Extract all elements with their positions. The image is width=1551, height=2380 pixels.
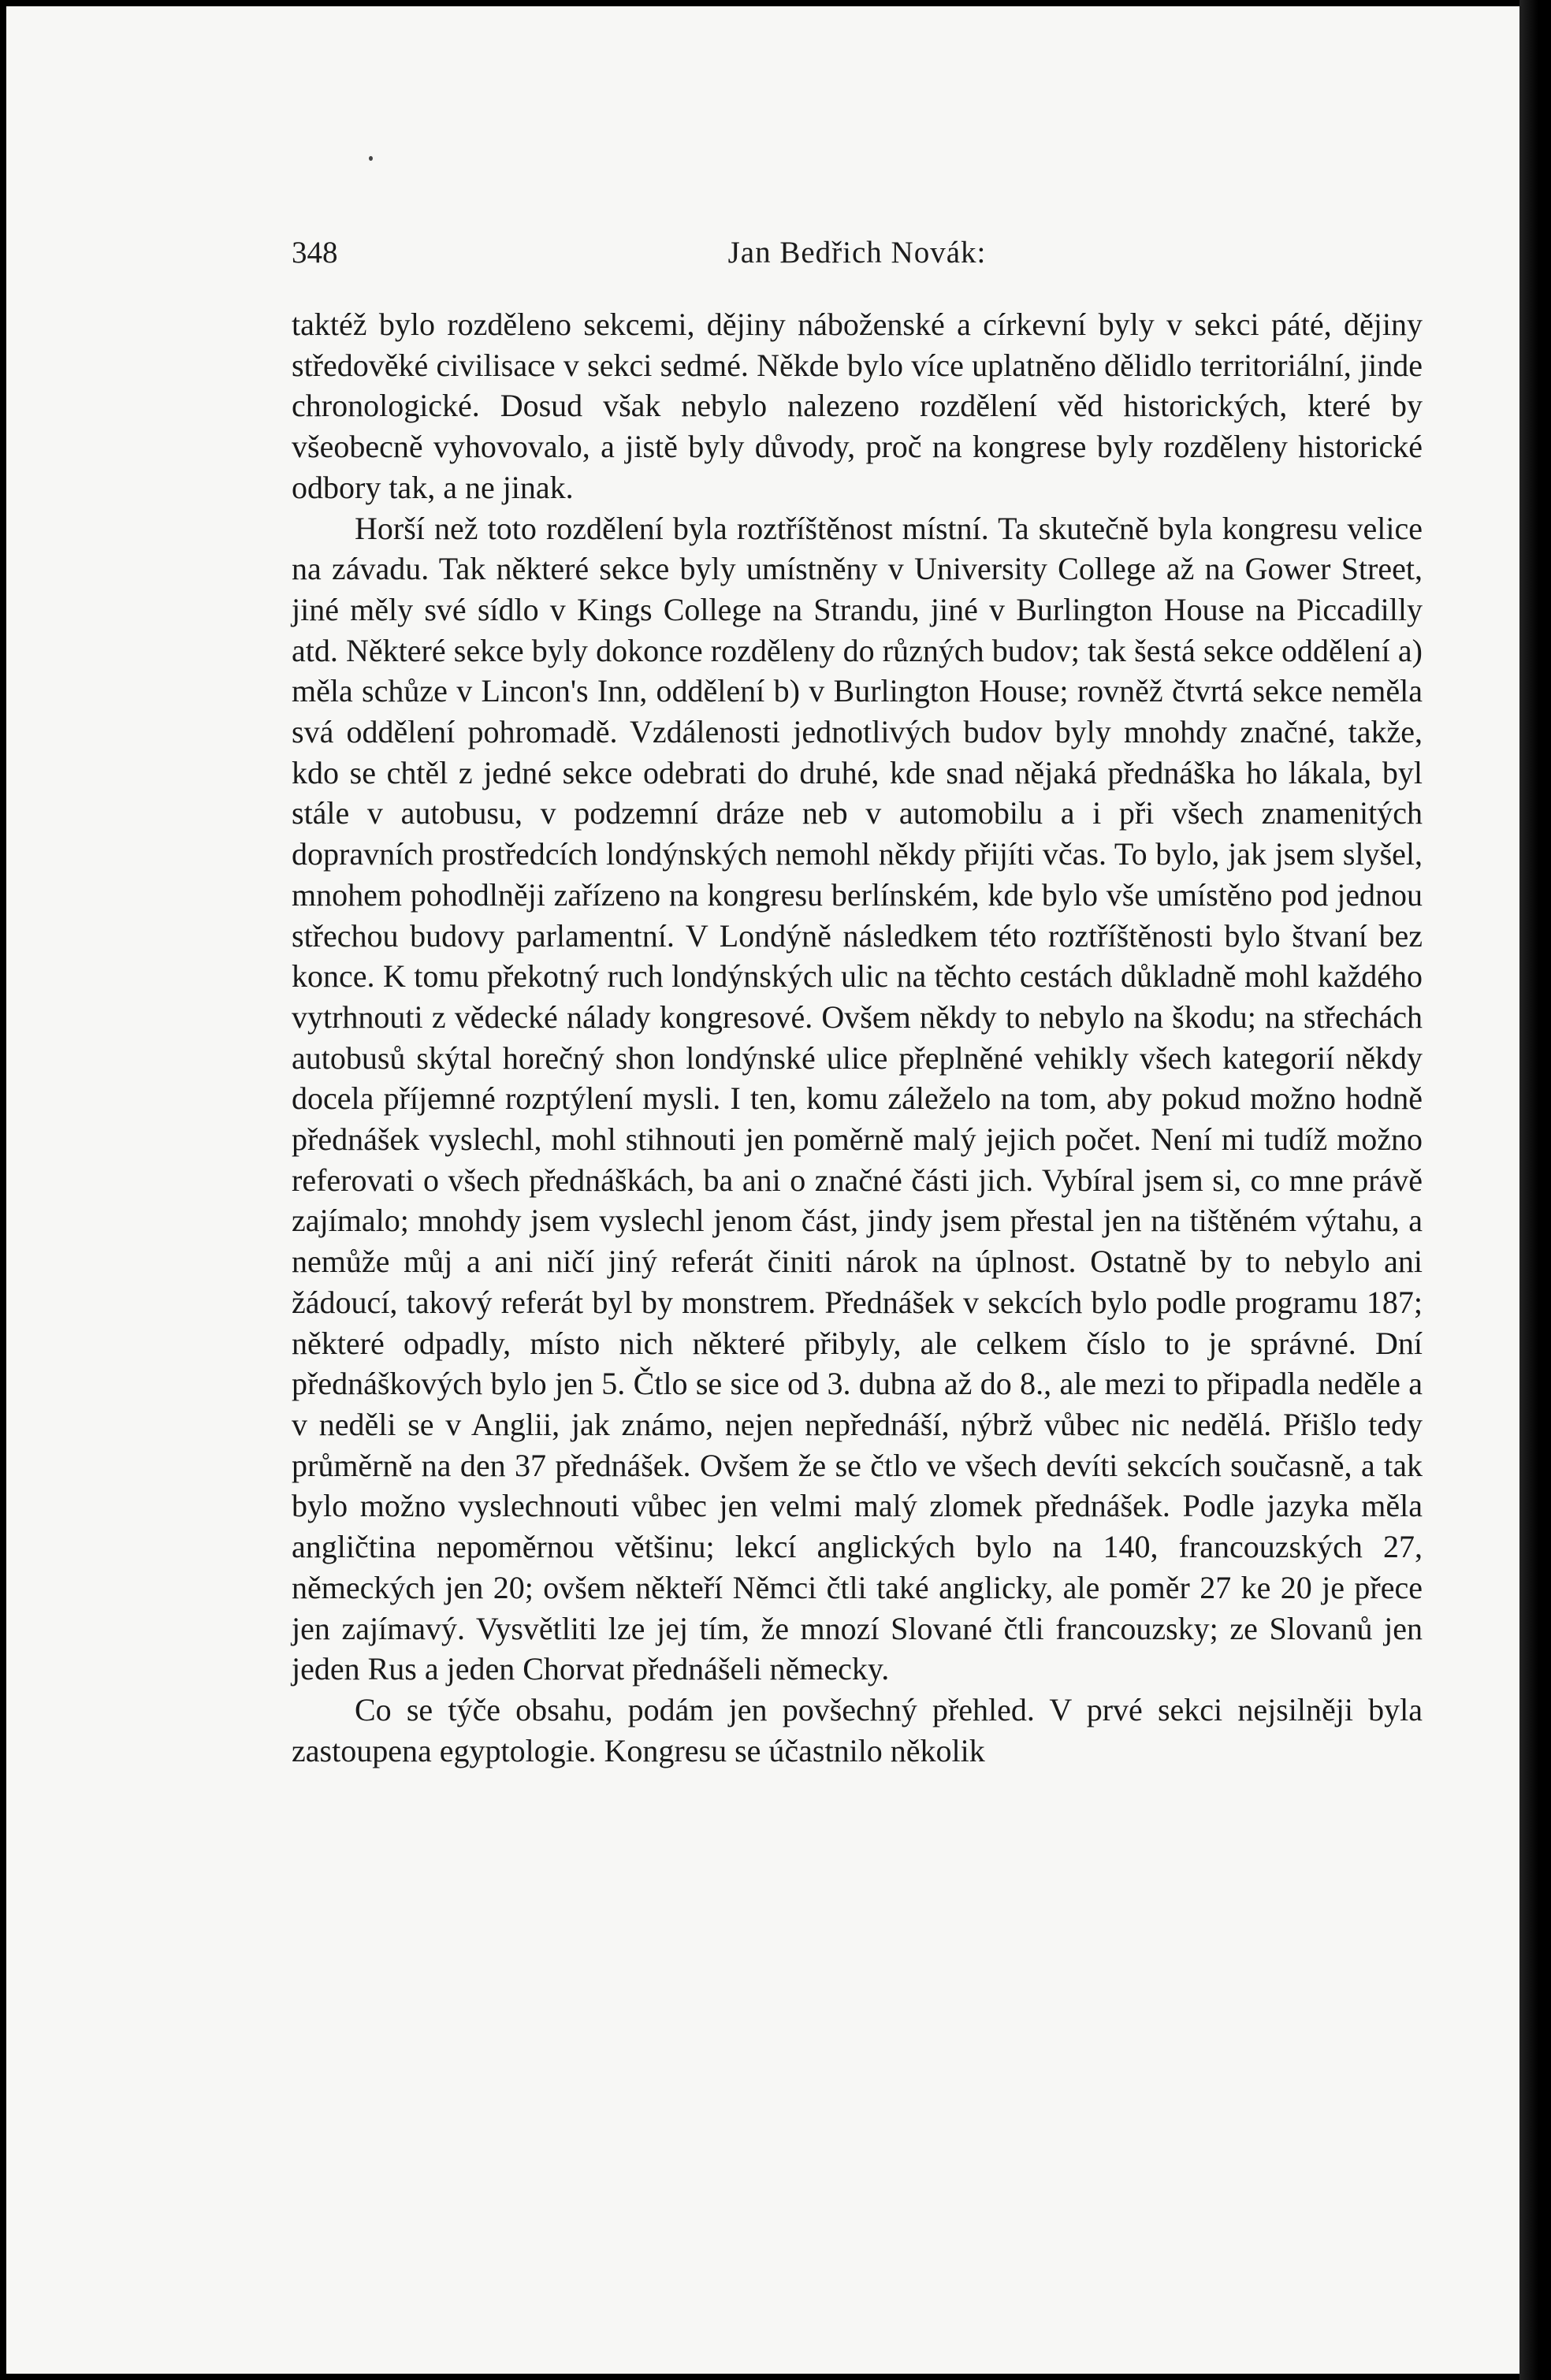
page-header (292, 235, 1423, 274)
paragraph-continuation: taktéž bylo rozděleno sekcemi, dějiny náboženské a církevní byly v sekci páté, dějiny středověké civilisace v sekci sedmé. Někde bylo více uplatněno dělidlo territoriální, jinde chronologické. Dosud však nebylo nalezeno rozdělení věd historických, které by všeobecně vyhovovalo, a jistě byly důvody, proč na kongrese byly rozděleny historické odbory tak, a ne jinak. (292, 307, 1423, 505)
running-title: Jan Bedřich Novák: (727, 236, 987, 270)
print-speck (369, 156, 373, 161)
book-page (6, 6, 1519, 2374)
body-text (292, 304, 1423, 1771)
paragraph-content-overview: Co se týče obsahu, podám jen povšechný přehled. V prvé sekci nejsilněji byla zastoupena egyptologie. Kongresu se účastnilo několik (292, 1691, 1423, 1768)
paragraph-fragmentation: Horší než toto rozdělení byla roztříštěnost místní. Ta skutečně byla kongresu velice na závadu. Tak některé sekce byly umístněny v University College až na Gower Street, jiné měly své sídlo v Kings College na Strandu, jiné v Burlington House na Piccadilly atd. Některé sekce byly dokonce rozděleny do různých budov; tak šestá sekce oddělení a) měla schůze v Lincon's Inn, oddělení b) v Burlington House; rovněž čtvrtá sekce neměla svá oddělení pohromadě. Vzdálenosti jednotlivých budov byly mnohdy značné, takže, kdo se chtěl z jedné sekce odebrati do druhé, kde snad nějaká přednáška ho lákala, byl stále v autobusu, v podzemní dráze neb v automobilu a i při všech znamenitých dopravních prostředcích londýnských nemohl někdy přijíti včas. To bylo, jak jsem slyšel, mnohem pohodlněji zařízeno na kongresu berlínském, kde bylo vše umístěno pod jednou střechou budovy parlamentní. V Londýně následkem této roztříštěnosti bylo štvaní bez konce. K tomu překotný ruch londýnských ulic na těchto cestách důkladně mohl každého vytrhnouti z vědecké nálady kongresové. Ovšem někdy to nebylo na škodu; na střechách autobusů skýtal horečný shon londýnské ulice přeplněné vehikly všech kategorií někdy docela příjemné rozptýlení mysli. I ten, komu záleželo na tom, aby pokud možno hodně přednášek vyslechl, mohl stihnouti jen poměrně malý jejich počet. Není mi tudíž možno referovati o všech přednáškách, ba ani o značné části jich. Vybíral jsem si, co mne právě zajímalo; mnohdy jsem vyslechl jenom část, jindy jsem přestal jen na tištěném výtahu, a nemůže můj a ani ničí jiný referát činiti nárok na úplnost. Ostatně by to nebylo ani žádoucí, takový referát byl by monstrem. Přednášek v sekcích bylo podle programu 187; některé odpadly, místo nich některé přibyly, ale celkem číslo to je správné. Dní přednáškových bylo jen 5. Čtlo se sice od 3. dubna až do 8., ale mezi to připadla neděle a v neděli se v Anglii, jak známo, nejen nepřednáší, nýbrž vůbec nic nedělá. Přišlo tedy průměrně na den 37 přednášek. Ovšem že se čtlo ve všech devíti sekcích současně, a tak bylo možno vyslechnouti vůbec jen velmi malý zlomek přednášek. Podle jazyka měla angličtina nepoměrnou většinu; lekcí anglických bylo na 140, francouzských 27, německých jen 20; ovšem někteří Němci čtli také anglicky, ale poměr 27 ke 20 je přece jen zajímavý. Vysvětliti lze jej tím, že mnozí Slované čtli francouzsky; ze Slovanů jen jeden Rus a jeden Chorvat přednášeli německy. (292, 510, 1423, 1687)
page-number: 348 (292, 236, 338, 270)
scan-edge (1519, 0, 1551, 2380)
